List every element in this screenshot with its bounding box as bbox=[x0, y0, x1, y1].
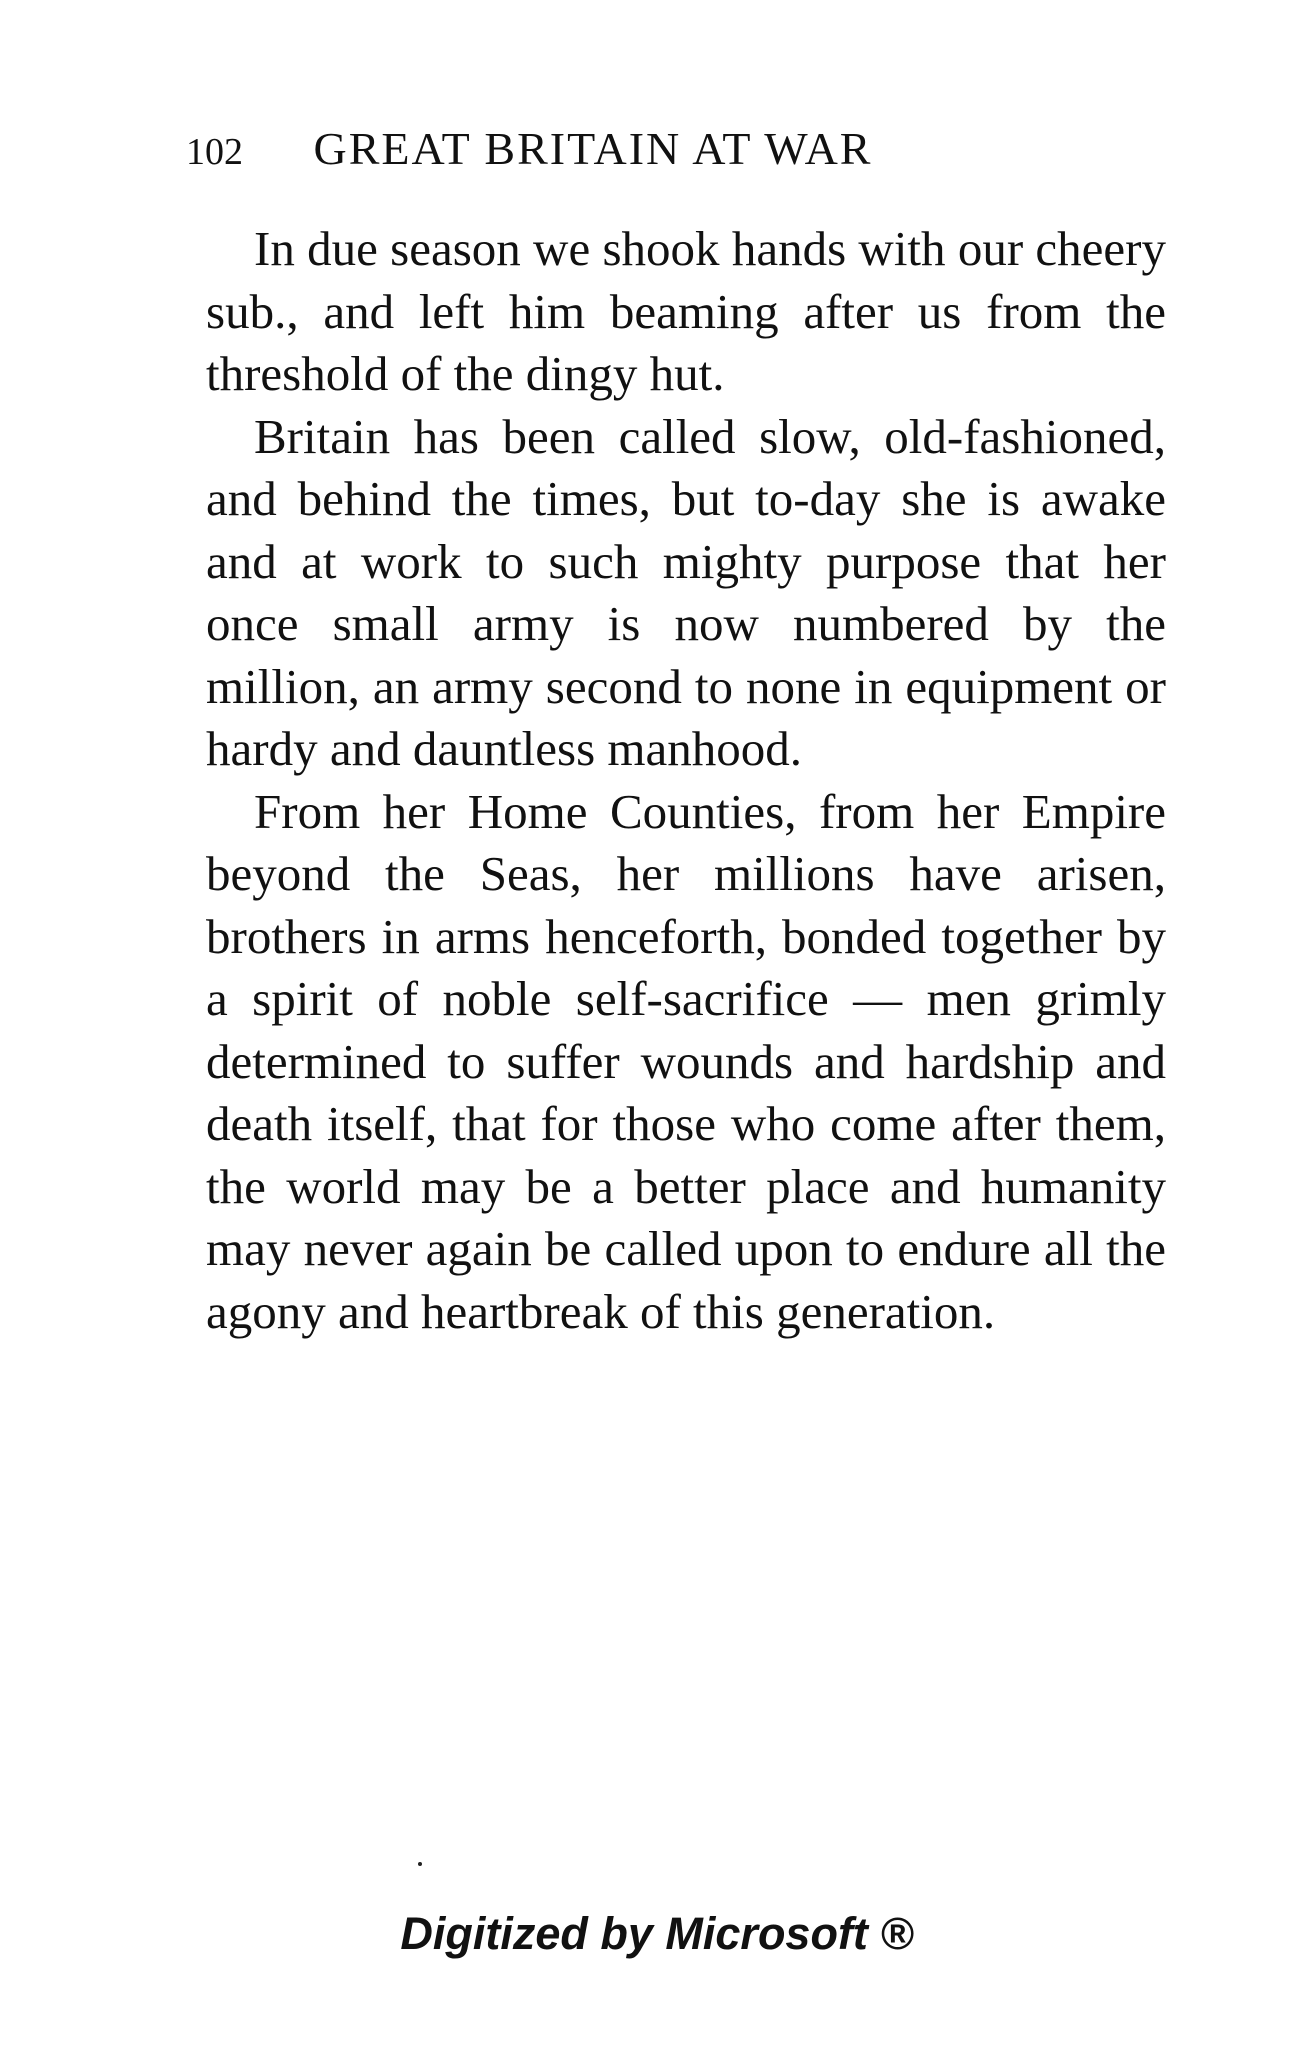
paragraph-2: Britain has been called slow, old-fashioned, and behind the times, but to-day she is awake and at work to such mighty purpose that her once small army is now numbered by the million, an army second to none in equipment or hardy and dauntless manhood. bbox=[206, 408, 1166, 776]
body-text bbox=[206, 218, 1166, 1343]
paragraph-3: From her Home Counties, from her Empire beyond the Seas, her millions have arisen, brothers in arms henceforth, bonded together by a spirit of noble self-sacrifice — men grimly determined to suffer wounds and hardship and death itself, that for those who come after them, the world may be a better place and humanity may never again be called upon to endure all the agony and heartbreak of this generation. bbox=[206, 783, 1166, 1339]
page-number: 102 bbox=[186, 131, 243, 173]
running-title: GREAT BRITAIN AT WAR bbox=[313, 123, 873, 174]
scan-speck bbox=[418, 1862, 422, 1866]
paragraph-1: In due season we shook hands with our cheery sub., and left him beaming after us from the threshold of the dingy hut. bbox=[206, 221, 1166, 401]
digitized-watermark: Digitized by Microsoft ® bbox=[400, 1908, 914, 1959]
page-header bbox=[186, 122, 1166, 182]
